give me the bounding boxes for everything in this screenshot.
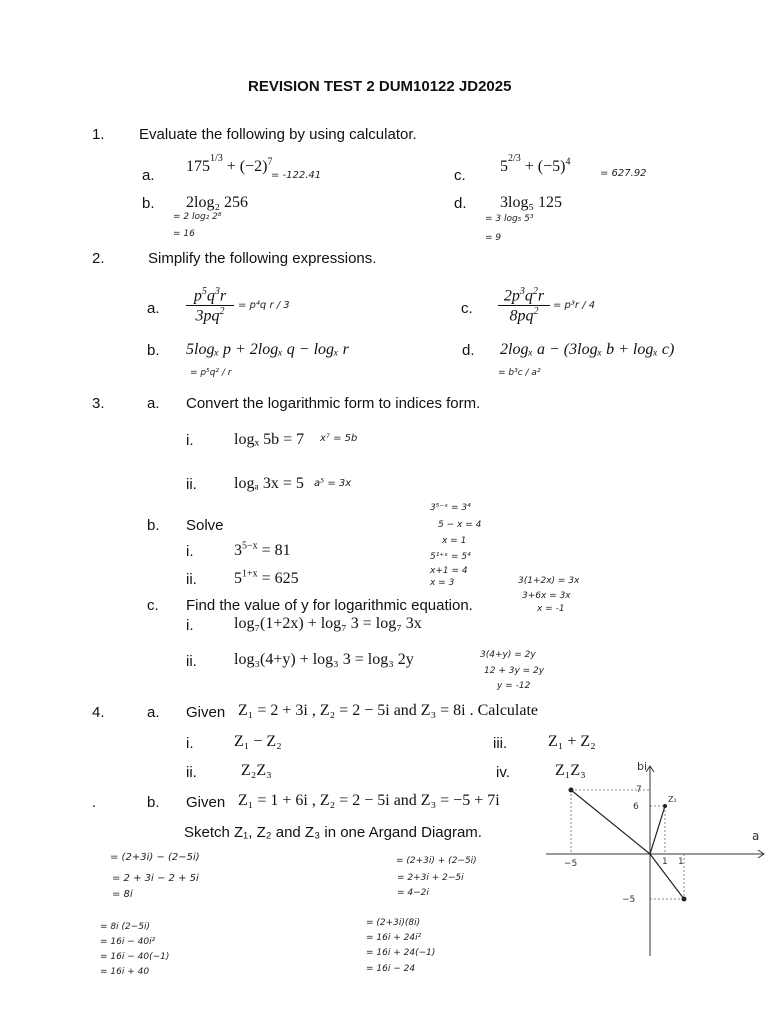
q3ai-label: i. (186, 432, 194, 449)
q3ci-work-2: 3+6x = 3x (522, 591, 571, 601)
q2d-expr: 2logₓ a − (3logₓ b + logₓ c) (500, 341, 675, 358)
q4a-given-word: Given (186, 704, 226, 721)
q4aiii-expr: Z₁ + Z₂ (548, 733, 596, 750)
imag-axis-label: bi (637, 760, 648, 773)
q1a-expr-text: $175^{1/3} + (-2)^7$ (186, 153, 273, 176)
tick-7-imag: 7 (636, 785, 642, 795)
q4-work-iii-3: = 4−2i (397, 888, 429, 898)
q3aii-label: ii. (186, 476, 197, 493)
tick-1-real: 1 (662, 857, 668, 867)
q1-prompt: Evaluate the following by using calculator. (139, 126, 417, 143)
q2c-answer: = p³r / 4 (553, 300, 596, 311)
q4-work-iii-2: = 2+3i + 2−5i (397, 873, 464, 883)
q2d-answer: = b³c / a² (498, 368, 541, 378)
q2c-label: c. (461, 300, 473, 317)
q1d-work-2: = 9 (485, 233, 502, 243)
q3b-label: b. (147, 517, 160, 534)
q4b-given-word: Given (186, 794, 226, 811)
q4-work-iv-4: = 16i − 24 (366, 964, 416, 974)
q1c-label: c. (454, 167, 466, 184)
page-title: REVISION TEST 2 DUM10122 JD2025 (248, 78, 512, 95)
tick-6-imag: 6 (633, 802, 639, 812)
q1c-expr-text: $5^{2/3} + (-5)^4$ (500, 153, 571, 176)
q3b-work-6: x = 3 (430, 578, 455, 588)
q3b-work-2: 5 − x = 4 (438, 520, 482, 530)
q4-work-ii-1: = 8i (2−5i) (100, 922, 151, 932)
q4-work-iv-1: = (2+3i)(8i) (366, 918, 421, 928)
q2c-fraction (498, 286, 550, 326)
q2-number: 2. (92, 250, 105, 267)
q3c-label: c. (147, 597, 159, 614)
q3ci-expr: log₇(1+2x) + log₇ 3 = log₇ 3x (234, 615, 422, 632)
q3ci-work-3: x = -1 (537, 604, 565, 614)
q1d-label: d. (454, 195, 467, 212)
q4-work-i-3: = 8i (112, 889, 133, 900)
q3b-work-5: x+1 = 4 (430, 566, 468, 576)
point-z1 (663, 804, 667, 808)
q3b-prompt: Solve (186, 517, 224, 534)
q4a-given: Z₁ = 2 + 3i , Z₂ = 2 − 5i and Z₃ = 8i . Calculate (238, 702, 539, 719)
q3aii-expr: logₐ 3x = 5 (234, 475, 304, 492)
q4aii-expr: Z₂Z₃ (241, 762, 272, 779)
argand-diagram (538, 756, 768, 966)
point-z2 (682, 897, 687, 902)
q1b-work-2: = 16 (173, 229, 195, 239)
q1a-expr (186, 153, 273, 176)
q3bii-expr (234, 569, 299, 588)
q3ai-answer: x⁷ = 5b (320, 433, 358, 444)
q1b-expr: 2log₂ 256 (186, 194, 249, 211)
q1c-expr (500, 153, 571, 176)
q3cii-work-1: 3(4+y) = 2y (480, 650, 536, 660)
point-z1-label: Z₁ (668, 795, 677, 804)
q4aiv-label: iv. (496, 764, 510, 781)
q4-work-ii-3: = 16i − 40(−1) (100, 952, 170, 962)
q4-work-iv-2: = 16i + 24i² (366, 933, 422, 943)
q3bii-expr-text: $5^{1+x} = 625$ (234, 569, 299, 588)
q3cii-label: ii. (186, 653, 197, 670)
q4-dot: . (92, 794, 97, 811)
q4aii-label: ii. (186, 764, 197, 781)
q3ci-work-1: 3(1+2x) = 3x (518, 576, 580, 586)
q1a-label: a. (142, 167, 155, 184)
real-axis-label: a (752, 829, 760, 843)
q2a-label: a. (147, 300, 160, 317)
q4b-sketch: Sketch Z₁, Z₂ and Z₃ in one Argand Diagram. (184, 824, 482, 841)
q3b-work-3: x = 1 (442, 536, 467, 546)
q4-work-i-1: = (2+3i) − (2−5i) (110, 852, 200, 863)
q2c-numerator: $2p^3q^2r$ (498, 286, 550, 306)
q3a-prompt: Convert the logarithmic form to indices form. (186, 395, 481, 412)
q4-work-ii-2: = 16i − 40i² (100, 937, 156, 947)
q1b-work-1: = 2 log₂ 2⁸ (173, 212, 222, 222)
q3bi-expr (234, 541, 291, 560)
q2b-expr: 5logₓ p + 2logₓ q − logₓ r (186, 341, 349, 358)
q3bii-label: ii. (186, 571, 197, 588)
tick-neg5-real: −5 (564, 859, 578, 869)
q2b-label: b. (147, 342, 160, 359)
q1a-answer: = -122.41 (271, 170, 322, 181)
q2-prompt: Simplify the following expressions. (148, 250, 377, 267)
q3c-prompt: Find the value of y for logarithmic equation. (186, 597, 473, 614)
q4-work-iii-1: = (2+3i) + (2−5i) (396, 856, 477, 866)
tick-2-real: 1 (678, 857, 684, 867)
q4aiv-expr: Z₁Z₃ (555, 762, 586, 779)
q4-work-i-2: = 2 + 3i − 2 + 5i (112, 873, 199, 884)
q2c-denominator: $8pq^2$ (509, 306, 539, 325)
q4-number: 4. (92, 704, 105, 721)
q4-work-ii-4: = 16i + 40 (100, 967, 150, 977)
q3aii-answer: a⁵ = 3x (314, 478, 352, 489)
q3b-work-4: 5¹⁺ˣ = 5⁴ (430, 552, 471, 562)
q4ai-label: i. (186, 735, 194, 752)
q3cii-work-2: 12 + 3y = 2y (484, 666, 545, 676)
point-z3 (569, 788, 574, 793)
q4b-given: Z₁ = 1 + 6i , Z₂ = 2 − 5i and Z₃ = −5 + 7i (238, 792, 500, 809)
q2d-label: d. (462, 342, 475, 359)
q4aiii-label: iii. (493, 735, 508, 752)
q3cii-expr: log₃(4+y) + log₃ 3 = log₃ 2y (234, 651, 414, 668)
q2b-answer: = p⁵q² / r (190, 368, 232, 378)
q4-work-iv-3: = 16i + 24(−1) (366, 948, 436, 958)
q1d-work-1: = 3 log₅ 5³ (485, 214, 534, 224)
q2a-answer: = p⁴q r / 3 (238, 300, 290, 311)
vector-z1 (650, 806, 665, 854)
q3a-label: a. (147, 395, 160, 412)
q4b-label: b. (147, 794, 160, 811)
q1d-expr: 3log₅ 125 (500, 194, 563, 211)
q4ai-expr: Z₁ − Z₂ (234, 733, 282, 750)
q3-number: 3. (92, 395, 105, 412)
vector-z3 (571, 790, 650, 854)
q1-number: 1. (92, 126, 105, 143)
q3bi-label: i. (186, 543, 194, 560)
q2a-denominator: $3pq^2$ (195, 306, 225, 325)
q1b-label: b. (142, 195, 155, 212)
q3cii-work-3: y = -12 (497, 681, 531, 691)
q4a-label: a. (147, 704, 160, 721)
q3bi-expr-text: $3^{5-x} = 81$ (234, 541, 291, 560)
q3ci-label: i. (186, 617, 194, 634)
q2a-fraction (186, 286, 234, 326)
q2a-numerator: $p^5q^3r$ (186, 286, 234, 306)
q1c-answer: = 627.92 (600, 168, 647, 179)
q3ai-expr: logₓ 5b = 7 (234, 431, 305, 448)
tick-neg5-imag: −5 (622, 895, 636, 905)
q3b-work-1: 3⁵⁻ˣ = 3⁴ (430, 503, 471, 513)
